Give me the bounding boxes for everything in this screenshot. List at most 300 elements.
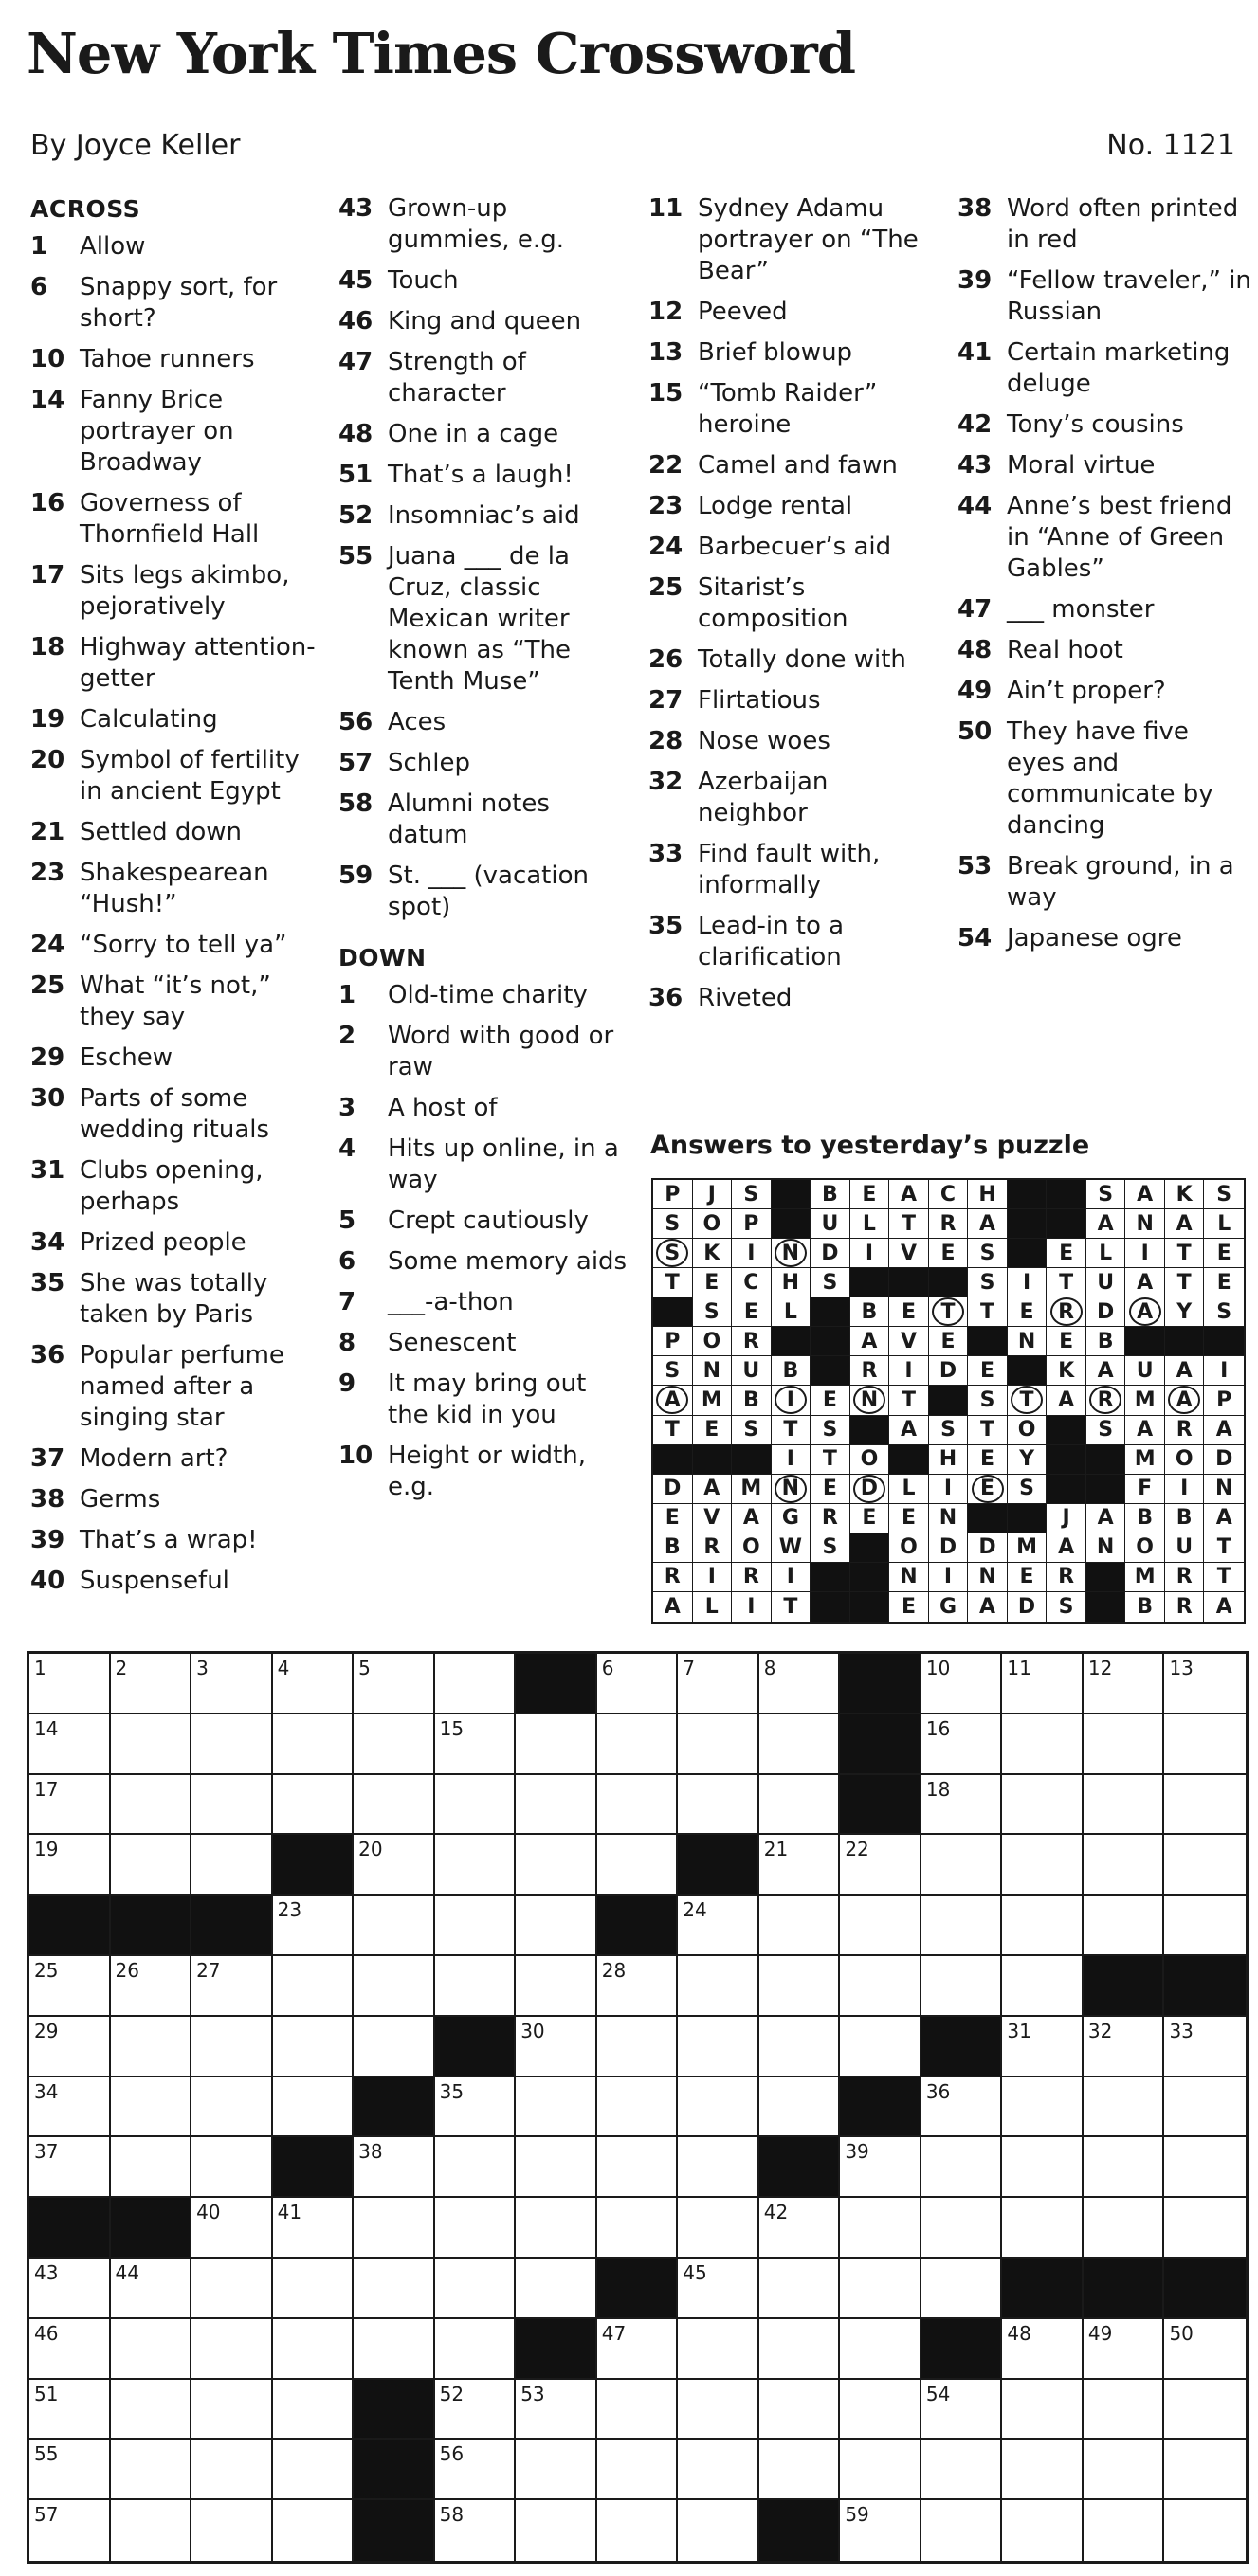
- cell-number: 29: [34, 2019, 59, 2042]
- grid-cell[interactable]: [921, 1775, 1003, 1836]
- clue-text: Snappy sort, for short?: [80, 273, 278, 333]
- grid-cell[interactable]: [354, 1956, 435, 2017]
- answer-letter: N: [1017, 1329, 1036, 1353]
- grid-cell[interactable]: [921, 2500, 1003, 2561]
- grid-cell[interactable]: [1084, 2440, 1165, 2500]
- answer-letter: S: [979, 1241, 995, 1265]
- grid-cell[interactable]: [273, 2017, 355, 2077]
- grid-cell[interactable]: [111, 2077, 192, 2138]
- clue-item: [30, 1525, 324, 1556]
- grid-cell[interactable]: [354, 2259, 435, 2319]
- grid-cell[interactable]: [1164, 1835, 1246, 1896]
- grid-cell[interactable]: [1164, 1896, 1246, 1956]
- answer-cell: [1204, 1386, 1244, 1415]
- grid-cell[interactable]: [1164, 2500, 1246, 2561]
- grid-cell[interactable]: [921, 2198, 1003, 2259]
- answer-letter: S: [822, 1535, 838, 1560]
- answer-letter: E: [665, 1506, 680, 1531]
- grid-cell[interactable]: [840, 2500, 921, 2561]
- clue-text: What “it’s not,” they say: [80, 971, 271, 1031]
- grid-cell[interactable]: [191, 2440, 273, 2500]
- grid-cell[interactable]: [111, 2500, 192, 2561]
- grid-cell[interactable]: [759, 2380, 841, 2440]
- grid-cell[interactable]: [921, 1835, 1003, 1896]
- answer-letter: T: [1059, 1270, 1074, 1295]
- grid-cell[interactable]: [1084, 1835, 1165, 1896]
- grid-cell[interactable]: [191, 2259, 273, 2319]
- answer-letter: E: [1019, 1565, 1034, 1589]
- grid-cell[interactable]: [435, 2440, 517, 2500]
- grid-cell[interactable]: [273, 2500, 355, 2561]
- answer-cell: [889, 1592, 929, 1622]
- answer-black-square: [850, 1563, 890, 1592]
- clue-item: [338, 193, 632, 256]
- clue-item: [30, 632, 324, 695]
- answer-black-square: [1204, 1327, 1244, 1356]
- grid-cell[interactable]: [354, 1896, 435, 1956]
- grid-cell[interactable]: [29, 1956, 111, 2017]
- cell-number: 5: [358, 1657, 371, 1679]
- grid-cell[interactable]: [921, 1956, 1003, 2017]
- grid-cell[interactable]: [516, 2137, 597, 2198]
- clue-number: 14: [30, 386, 65, 414]
- grid-cell[interactable]: [29, 2137, 111, 2198]
- grid-cell[interactable]: [921, 1896, 1003, 1956]
- grid-cell[interactable]: [1164, 2440, 1246, 2500]
- grid-cell[interactable]: [1084, 2077, 1165, 2138]
- grid-cell[interactable]: [597, 2198, 679, 2259]
- grid-cell[interactable]: [435, 2500, 517, 2561]
- grid-cell[interactable]: [1164, 1775, 1246, 1836]
- answer-cell: [1125, 1297, 1165, 1327]
- grid-cell[interactable]: [597, 1775, 679, 1836]
- grid-cell[interactable]: [759, 1714, 841, 1775]
- grid-cell[interactable]: [111, 1835, 192, 1896]
- grid-cell[interactable]: [191, 2198, 273, 2259]
- grid-cell[interactable]: [516, 2259, 597, 2319]
- grid-cell[interactable]: [840, 1956, 921, 2017]
- cell-number: 50: [1169, 2321, 1194, 2345]
- clue-item: [338, 1328, 632, 1359]
- grid-cell[interactable]: [759, 2077, 841, 2138]
- cell-number: 12: [1087, 1657, 1113, 1679]
- grid-cell[interactable]: [1002, 2137, 1084, 2198]
- grid-cell[interactable]: [516, 2077, 597, 2138]
- grid-cell[interactable]: [840, 2198, 921, 2259]
- grid-cell[interactable]: [678, 2017, 759, 2077]
- grid-cell[interactable]: [1084, 1654, 1165, 1714]
- answer-cell: [1204, 1239, 1244, 1268]
- answer-cell: [1008, 1445, 1048, 1475]
- grid-cell[interactable]: [1002, 2380, 1084, 2440]
- grid-cell[interactable]: [1002, 2198, 1084, 2259]
- grid-cell[interactable]: [273, 1654, 355, 1714]
- grid-cell[interactable]: [273, 1956, 355, 2017]
- grid-cell[interactable]: [516, 2500, 597, 2561]
- grid-cell[interactable]: [678, 2259, 759, 2319]
- grid-cell[interactable]: [678, 1775, 759, 1836]
- grid-cell[interactable]: [29, 1835, 111, 1896]
- clue-text: Tony’s cousins: [1007, 410, 1184, 439]
- answer-cell: [772, 1386, 811, 1415]
- grid-cell[interactable]: [191, 2319, 273, 2380]
- grid-cell[interactable]: [1002, 1896, 1084, 1956]
- grid-cell[interactable]: [516, 1956, 597, 2017]
- grid-cell[interactable]: [678, 2500, 759, 2561]
- grid-cell[interactable]: [273, 2380, 355, 2440]
- grid-cell[interactable]: [1164, 2380, 1246, 2440]
- answer-letter: F: [1138, 1477, 1153, 1501]
- clue-text: Popular perfume named after a singing star: [80, 1341, 284, 1432]
- answer-letter: A: [1097, 1211, 1114, 1236]
- clue-text: Fanny Brice portrayer on Broadway: [80, 386, 234, 477]
- grid-cell[interactable]: [191, 1835, 273, 1896]
- clue-number: 53: [957, 852, 993, 880]
- cell-number: 44: [115, 2260, 139, 2284]
- answer-letter: B: [1137, 1594, 1154, 1619]
- answer-letter: V: [703, 1506, 720, 1531]
- grid-cell[interactable]: [29, 2077, 111, 2138]
- grid-cell[interactable]: [111, 1654, 192, 1714]
- grid-cell[interactable]: [840, 2319, 921, 2380]
- grid-cell[interactable]: [191, 1775, 273, 1836]
- grid-cell[interactable]: [1164, 2198, 1246, 2259]
- grid-cell[interactable]: [678, 1896, 759, 1956]
- answer-letter: T: [932, 1297, 964, 1326]
- grid-cell[interactable]: [678, 2077, 759, 2138]
- grid-cell[interactable]: [273, 2259, 355, 2319]
- grid-cell[interactable]: [191, 2137, 273, 2198]
- grid-cell[interactable]: [516, 2440, 597, 2500]
- clue-text: They have five eyes and communicate by dancing: [1007, 717, 1213, 840]
- grid-cell[interactable]: [1002, 2319, 1084, 2380]
- grid-cell[interactable]: [354, 1775, 435, 1836]
- answer-black-square: [850, 1533, 890, 1563]
- grid-cell[interactable]: [1084, 1896, 1165, 1956]
- cell-number: 38: [358, 2140, 383, 2164]
- grid-cell[interactable]: [354, 1835, 435, 1896]
- answer-letter: W: [778, 1535, 802, 1560]
- clue-item: [30, 704, 324, 735]
- grid-cell[interactable]: [1164, 2319, 1246, 2380]
- clue-text: Moral virtue: [1007, 451, 1156, 480]
- grid-cell[interactable]: [29, 1714, 111, 1775]
- grid-cell[interactable]: [29, 2500, 111, 2561]
- grid-cell[interactable]: [759, 2017, 841, 2077]
- grid-cell[interactable]: [678, 2198, 759, 2259]
- answer-cell: [1086, 1533, 1126, 1563]
- answer-letter: A: [900, 1182, 917, 1206]
- answer-cell: [693, 1268, 733, 1297]
- grid-cell[interactable]: [273, 1775, 355, 1836]
- grid-cell[interactable]: [678, 1714, 759, 1775]
- black-square: [840, 2077, 921, 2138]
- clue-item: [30, 1043, 324, 1074]
- grid-cell[interactable]: [759, 1775, 841, 1836]
- grid-cell[interactable]: [840, 2259, 921, 2319]
- grid-cell[interactable]: [1002, 1775, 1084, 1836]
- grid-cell[interactable]: [678, 1956, 759, 2017]
- answer-cell: [929, 1209, 969, 1239]
- grid-cell[interactable]: [516, 1714, 597, 1775]
- grid-cell[interactable]: [111, 1775, 192, 1836]
- answer-cell: [653, 1356, 693, 1386]
- answer-cell: [1204, 1592, 1244, 1622]
- grid-cell[interactable]: [921, 1714, 1003, 1775]
- grid-cell[interactable]: [435, 2380, 517, 2440]
- grid-cell[interactable]: [840, 1896, 921, 1956]
- grid-cell[interactable]: [516, 2380, 597, 2440]
- clue-number: 6: [30, 273, 48, 301]
- answer-black-square: [653, 1445, 693, 1475]
- answer-cell: [929, 1533, 969, 1563]
- grid-cell[interactable]: [840, 2440, 921, 2500]
- grid-cell[interactable]: [678, 2440, 759, 2500]
- grid-cell[interactable]: [921, 1654, 1003, 1714]
- grid-cell[interactable]: [435, 1835, 517, 1896]
- grid-cell[interactable]: [1002, 2440, 1084, 2500]
- answer-cell: [929, 1239, 969, 1268]
- grid-cell[interactable]: [1084, 2319, 1165, 2380]
- grid-cell[interactable]: [435, 2077, 517, 2138]
- grid-cell[interactable]: [435, 2319, 517, 2380]
- grid-cell[interactable]: [759, 1896, 841, 1956]
- grid-cell[interactable]: [191, 2500, 273, 2561]
- grid-cell[interactable]: [1084, 2137, 1165, 2198]
- answer-letter: A: [861, 1329, 878, 1353]
- clue-number: 16: [30, 489, 65, 517]
- grid-cell[interactable]: [840, 1835, 921, 1896]
- grid-cell[interactable]: [597, 2137, 679, 2198]
- grid-cell[interactable]: [597, 1654, 679, 1714]
- grid-cell[interactable]: [435, 2137, 517, 2198]
- clue-number: 43: [957, 451, 993, 480]
- answer-cell: [889, 1327, 929, 1356]
- clue-text: Sydney Adamu portrayer on “The Bear”: [698, 194, 919, 285]
- grid-cell[interactable]: [597, 2380, 679, 2440]
- clue-item: [648, 532, 942, 563]
- grid-cell[interactable]: [29, 2440, 111, 2500]
- grid-cell[interactable]: [840, 2380, 921, 2440]
- grid-cell[interactable]: [191, 1714, 273, 1775]
- answer-letter: S: [1216, 1182, 1232, 1206]
- grid-cell[interactable]: [759, 2198, 841, 2259]
- grid-cell[interactable]: [435, 1896, 517, 1956]
- grid-cell[interactable]: [759, 2319, 841, 2380]
- answer-letter: R: [1050, 1297, 1083, 1326]
- grid-cell[interactable]: [678, 1654, 759, 1714]
- cell-number: 40: [196, 2201, 221, 2224]
- answer-cell: [1125, 1475, 1165, 1504]
- grid-cell[interactable]: [1164, 1654, 1246, 1714]
- grid-cell[interactable]: [1084, 1775, 1165, 1836]
- grid-cell[interactable]: [1084, 2017, 1165, 2077]
- answer-letter: I: [786, 1447, 794, 1472]
- grid-cell[interactable]: [759, 1835, 841, 1896]
- cell-number: 57: [34, 2503, 59, 2527]
- answer-black-square: [1086, 1445, 1126, 1475]
- answer-letter: T: [665, 1418, 680, 1442]
- grid-cell[interactable]: [516, 1835, 597, 1896]
- grid-cell[interactable]: [759, 1654, 841, 1714]
- grid-cell[interactable]: [921, 2440, 1003, 2500]
- grid-cell[interactable]: [354, 2017, 435, 2077]
- answer-cell: [693, 1297, 733, 1327]
- grid-cell[interactable]: [354, 2319, 435, 2380]
- grid-cell[interactable]: [273, 1896, 355, 1956]
- clue-number: 52: [338, 501, 374, 530]
- clue-text: Brief blowup: [698, 338, 853, 367]
- answer-letter: R: [1058, 1565, 1075, 1589]
- grid-cell[interactable]: [29, 2319, 111, 2380]
- grid-cell[interactable]: [191, 1956, 273, 2017]
- grid-cell[interactable]: [435, 1775, 517, 1836]
- answer-letter: I: [943, 1565, 953, 1589]
- clue-item: [648, 378, 942, 441]
- answer-cell: [732, 1533, 772, 1563]
- answer-cell: [1125, 1563, 1165, 1592]
- clue-number: 36: [30, 1341, 65, 1370]
- grid-cell[interactable]: [1164, 2137, 1246, 2198]
- grid-cell[interactable]: [840, 2017, 921, 2077]
- grid-cell[interactable]: [191, 2077, 273, 2138]
- grid-cell[interactable]: [111, 2137, 192, 2198]
- answer-letter: S: [979, 1388, 995, 1412]
- answer-cell: [653, 1592, 693, 1622]
- grid-cell[interactable]: [921, 2259, 1003, 2319]
- grid-cell[interactable]: [1002, 2017, 1084, 2077]
- clue-number: 32: [648, 768, 684, 796]
- answer-letter: T: [783, 1594, 798, 1619]
- clue-item: [30, 745, 324, 807]
- grid-cell[interactable]: [921, 2077, 1003, 2138]
- grid-cell[interactable]: [29, 2017, 111, 2077]
- grid-cell[interactable]: [191, 2380, 273, 2440]
- grid-cell[interactable]: [1164, 1714, 1246, 1775]
- cell-number: 2: [115, 1657, 128, 1679]
- grid-cell[interactable]: [191, 1654, 273, 1714]
- grid-cell[interactable]: [516, 2017, 597, 2077]
- grid-cell[interactable]: [111, 2259, 192, 2319]
- grid-cell[interactable]: [111, 2440, 192, 2500]
- grid-cell[interactable]: [273, 2077, 355, 2138]
- grid-cell[interactable]: [111, 2319, 192, 2380]
- answer-letter: I: [1022, 1270, 1031, 1295]
- grid-cell[interactable]: [759, 2259, 841, 2319]
- grid-cell[interactable]: [273, 2440, 355, 2500]
- grid-cell[interactable]: [759, 2440, 841, 2500]
- grid-cell[interactable]: [1084, 2198, 1165, 2259]
- clue-number: 13: [648, 338, 684, 367]
- grid-cell[interactable]: [111, 2380, 192, 2440]
- clue-text: She was totally taken by Paris: [80, 1269, 268, 1329]
- answer-black-square: [1086, 1563, 1126, 1592]
- grid-cell[interactable]: [111, 1956, 192, 2017]
- cell-number: 45: [683, 2260, 707, 2284]
- grid-cell[interactable]: [678, 2137, 759, 2198]
- grid-cell[interactable]: [273, 2319, 355, 2380]
- grid-cell[interactable]: [1084, 2500, 1165, 2561]
- answer-black-square: [850, 1592, 890, 1622]
- grid-cell[interactable]: [597, 2440, 679, 2500]
- answer-cell: [772, 1356, 811, 1386]
- grid-cell[interactable]: [1164, 2077, 1246, 2138]
- answer-cell: [850, 1297, 890, 1327]
- grid-cell[interactable]: [191, 2017, 273, 2077]
- grid-cell[interactable]: [111, 2017, 192, 2077]
- grid-cell[interactable]: [597, 2077, 679, 2138]
- grid-cell[interactable]: [516, 1775, 597, 1836]
- grid-cell[interactable]: [678, 2319, 759, 2380]
- answer-cell: [772, 1533, 811, 1563]
- grid-cell[interactable]: [921, 2137, 1003, 2198]
- grid-cell[interactable]: [435, 1654, 517, 1714]
- grid-cell[interactable]: [840, 2137, 921, 2198]
- grid-cell[interactable]: [435, 1714, 517, 1775]
- grid-cell[interactable]: [354, 1654, 435, 1714]
- grid-cell[interactable]: [273, 1714, 355, 1775]
- grid-cell[interactable]: [354, 1714, 435, 1775]
- grid-cell[interactable]: [597, 2017, 679, 2077]
- clue-item: [648, 450, 942, 481]
- grid-cell[interactable]: [29, 1775, 111, 1836]
- grid-cell[interactable]: [516, 2198, 597, 2259]
- grid-cell[interactable]: [1002, 2500, 1084, 2561]
- grid-cell[interactable]: [29, 1654, 111, 1714]
- answer-cell: [1165, 1416, 1205, 1445]
- grid-cell[interactable]: [354, 2198, 435, 2259]
- answer-cell: [1086, 1416, 1126, 1445]
- grid-cell[interactable]: [597, 2500, 679, 2561]
- grid-cell[interactable]: [597, 1714, 679, 1775]
- answer-black-square: [1165, 1327, 1205, 1356]
- grid-cell[interactable]: [29, 2380, 111, 2440]
- grid-cell[interactable]: [435, 2259, 517, 2319]
- grid-cell[interactable]: [435, 1956, 517, 2017]
- grid-cell[interactable]: [1002, 1835, 1084, 1896]
- grid-cell[interactable]: [29, 2259, 111, 2319]
- grid-cell[interactable]: [516, 1896, 597, 1956]
- cell-number: 42: [763, 2201, 789, 2224]
- grid-cell[interactable]: [1002, 1654, 1084, 1714]
- grid-cell[interactable]: [354, 2137, 435, 2198]
- grid-cell[interactable]: [759, 1956, 841, 2017]
- answer-letter: I: [1220, 1358, 1229, 1383]
- grid-cell[interactable]: [597, 1835, 679, 1896]
- grid-cell[interactable]: [273, 2198, 355, 2259]
- grid-cell[interactable]: [435, 2198, 517, 2259]
- grid-cell[interactable]: [1084, 1714, 1165, 1775]
- answer-letter: K: [703, 1241, 720, 1265]
- grid-cell[interactable]: [1002, 2077, 1084, 2138]
- grid-cell[interactable]: [921, 2380, 1003, 2440]
- answer-cell: [850, 1445, 890, 1475]
- answer-black-square: [772, 1180, 811, 1209]
- grid-cell[interactable]: [1084, 2380, 1165, 2440]
- grid-cell[interactable]: [1002, 1956, 1084, 2017]
- answer-letter: S: [1058, 1594, 1074, 1619]
- clue-text: Real hoot: [1007, 636, 1123, 664]
- grid-cell[interactable]: [678, 2380, 759, 2440]
- grid-cell[interactable]: [111, 1714, 192, 1775]
- grid-cell[interactable]: [1002, 1714, 1084, 1775]
- answer-letter: Y: [1176, 1299, 1193, 1324]
- grid-cell[interactable]: [1164, 2017, 1246, 2077]
- answer-letter: E: [1019, 1299, 1034, 1324]
- grid-cell[interactable]: [597, 1956, 679, 2017]
- answer-cell: [1165, 1239, 1205, 1268]
- grid-cell[interactable]: [597, 2319, 679, 2380]
